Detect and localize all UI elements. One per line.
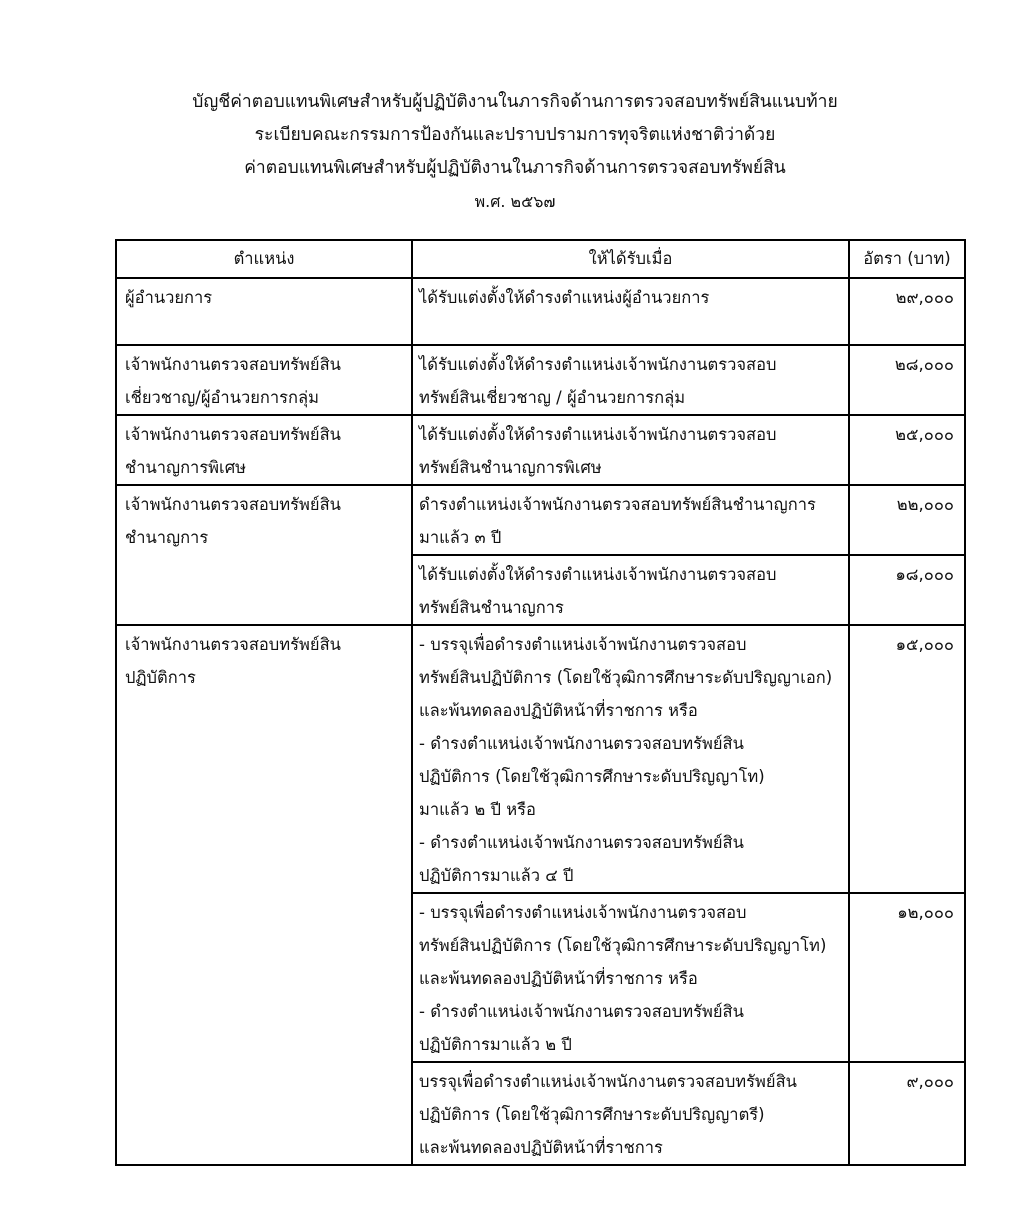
condition-line: ทรัพย์สินชำนาญการพิเศษ (419, 458, 602, 477)
rate-cell: ๒๒,๐๐๐ (849, 485, 965, 555)
compensation-table (115, 239, 966, 1166)
condition-line: และพ้นทดลองปฏิบัติหน้าที่ราชการ หรือ (419, 701, 698, 720)
table-row (116, 625, 965, 893)
rate-cell: ๑๒,๐๐๐ (849, 893, 965, 1062)
condition-line: และพ้นทดลองปฏิบัติหน้าที่ราชการ (419, 1138, 663, 1157)
title-year: พ.ศ. ๒๕๖๗ (474, 192, 556, 211)
condition-cell (412, 555, 849, 625)
condition-line: ได้รับแต่งตั้งให้ดำรงตำแหน่งเจ้าพนักงานตรวจสอบ (419, 565, 777, 584)
condition-line: - ดำรงตำแหน่งเจ้าพนักงานตรวจสอบทรัพย์สิน (419, 833, 744, 852)
condition-line: มาแล้ว ๓ ปี (419, 528, 502, 547)
condition-line: ทรัพย์สินปฏิบัติการ (โดยใช้วุฒิการศึกษาระดับปริญญาโท) (419, 936, 827, 955)
table-row (116, 278, 965, 345)
condition-line: มาแล้ว ๒ ปี หรือ (419, 800, 536, 819)
title-line-3: ค่าตอบแทนพิเศษสำหรับผู้ปฏิบัติงานในภารกิจด้านการตรวจสอบทรัพย์สิน (244, 158, 786, 178)
condition-cell (412, 485, 849, 555)
position-cell (116, 345, 412, 415)
condition-line: ปฏิบัติการ (โดยใช้วุฒิการศึกษาระดับปริญญาโท) (419, 767, 765, 786)
position-name: ผู้อำนวยการ (125, 288, 213, 307)
title-line-1: บัญชีค่าตอบแทนพิเศษสำหรับผู้ปฏิบัติงานในภารกิจด้านการตรวจสอบทรัพย์สินแนบท้าย (192, 92, 838, 112)
condition-line: ปฏิบัติการ (โดยใช้วุฒิการศึกษาระดับปริญญาตรี) (419, 1105, 765, 1124)
column-header-position: ตำแหน่ง (116, 240, 412, 278)
position-cell (116, 625, 412, 1165)
condition-cell (412, 345, 849, 415)
rate-cell: ๑๘,๐๐๐ (849, 555, 965, 625)
position-name: เจ้าพนักงานตรวจสอบทรัพย์สิน (125, 495, 341, 514)
position-name: เจ้าพนักงานตรวจสอบทรัพย์สิน (125, 635, 341, 654)
rate-cell: ๙,๐๐๐ (849, 1062, 965, 1165)
condition-line: ทรัพย์สินปฏิบัติการ (โดยใช้วุฒิการศึกษาระดับปริญญาเอก) (419, 668, 833, 687)
condition-line: - ดำรงตำแหน่งเจ้าพนักงานตรวจสอบทรัพย์สิน (419, 734, 744, 753)
column-header-condition: ให้ได้รับเมื่อ (412, 240, 849, 278)
rate-cell: ๒๕,๐๐๐ (849, 415, 965, 485)
column-header-rate: อัตรา (บาท) (849, 240, 965, 278)
condition-cell (412, 625, 849, 893)
title-line-2: ระเบียบคณะกรรมการป้องกันและปราบปรามการทุจริตแห่งชาติว่าด้วย (254, 125, 776, 145)
position-name: เจ้าพนักงานตรวจสอบทรัพย์สิน (125, 355, 341, 374)
rate-cell: ๑๕,๐๐๐ (849, 625, 965, 893)
table-header-row (116, 240, 965, 278)
condition-line: ได้รับแต่งตั้งให้ดำรงตำแหน่งเจ้าพนักงานตรวจสอบ (419, 425, 777, 444)
condition-line: ปฏิบัติการมาแล้ว ๔ ปี (419, 866, 574, 885)
position-level: ชำนาญการ (125, 528, 209, 547)
condition-line: ทรัพย์สินเชี่ยวชาญ / ผู้อำนวยการกลุ่ม (419, 388, 686, 407)
position-name: เจ้าพนักงานตรวจสอบทรัพย์สิน (125, 425, 341, 444)
condition-line: ดำรงตำแหน่งเจ้าพนักงานตรวจสอบทรัพย์สินชำนาญการ (419, 495, 816, 514)
condition-line: ทรัพย์สินชำนาญการ (419, 598, 564, 617)
condition-cell (412, 278, 849, 345)
condition-line: - ดำรงตำแหน่งเจ้าพนักงานตรวจสอบทรัพย์สิน (419, 1002, 744, 1021)
condition-line: ปฏิบัติการมาแล้ว ๒ ปี (419, 1035, 572, 1054)
position-cell (116, 415, 412, 485)
position-level: ชำนาญการพิเศษ (125, 458, 247, 477)
table-row (116, 485, 965, 555)
position-level: เชี่ยวชาญ/ผู้อำนวยการกลุ่ม (125, 388, 320, 407)
document-title (0, 86, 1030, 217)
condition-cell (412, 1062, 849, 1165)
condition-line: และพ้นทดลองปฏิบัติหน้าที่ราชการ หรือ (419, 969, 698, 988)
condition-line: - บรรจุเพื่อดำรงตำแหน่งเจ้าพนักงานตรวจสอบ (419, 635, 747, 654)
condition-line: บรรจุเพื่อดำรงตำแหน่งเจ้าพนักงานตรวจสอบทรัพย์สิน (419, 1072, 797, 1091)
condition-cell (412, 893, 849, 1062)
condition-line: ได้รับแต่งตั้งให้ดำรงตำแหน่งผู้อำนวยการ (419, 288, 710, 307)
condition-line: - บรรจุเพื่อดำรงตำแหน่งเจ้าพนักงานตรวจสอบ (419, 903, 747, 922)
position-cell (116, 485, 412, 625)
condition-line: ได้รับแต่งตั้งให้ดำรงตำแหน่งเจ้าพนักงานตรวจสอบ (419, 355, 777, 374)
rate-cell: ๒๘,๐๐๐ (849, 345, 965, 415)
condition-cell (412, 415, 849, 485)
table-row (116, 345, 965, 415)
position-level: ปฏิบัติการ (125, 668, 196, 687)
rate-cell: ๒๙,๐๐๐ (849, 278, 965, 345)
position-cell (116, 278, 412, 345)
table-row (116, 415, 965, 485)
